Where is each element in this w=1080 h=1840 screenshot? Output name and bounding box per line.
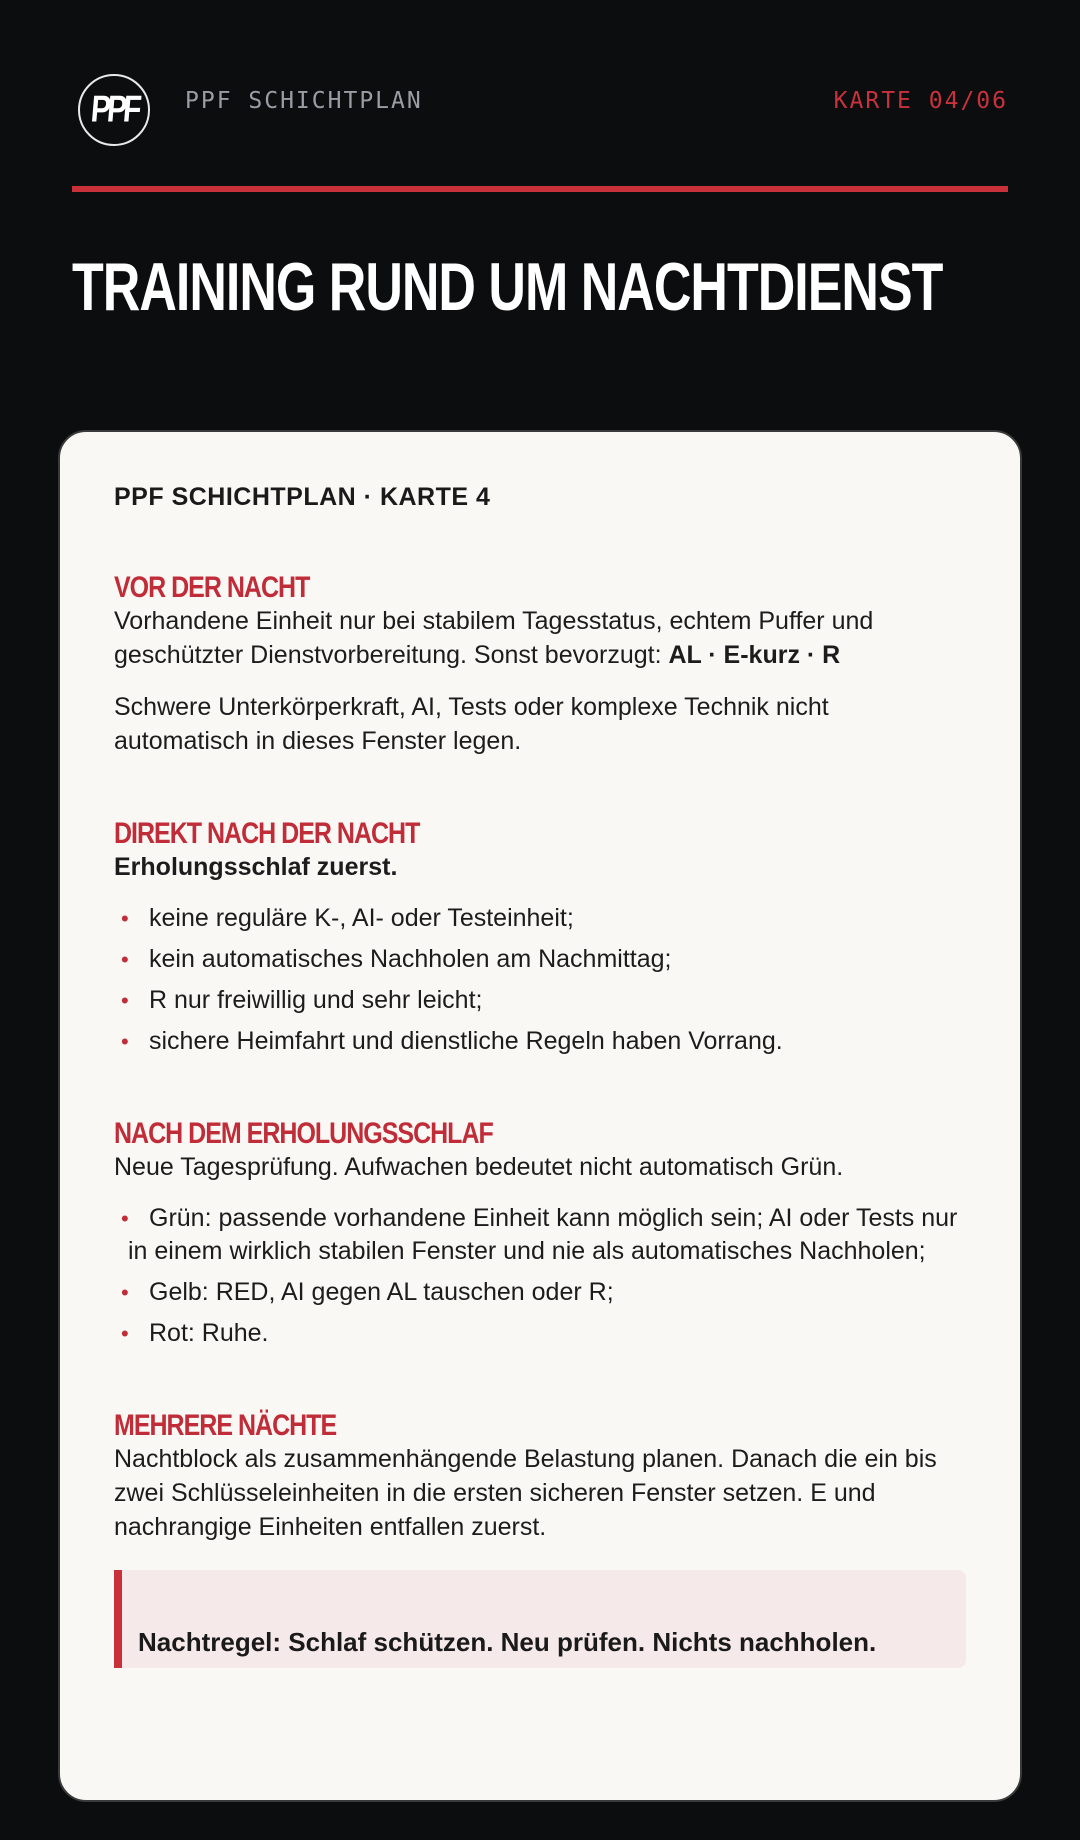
section-title: DIREKT NACH DER NACHT — [114, 816, 420, 850]
list-item: • Rot: Ruhe. — [114, 1317, 966, 1350]
section-lead: Erholungsschlaf zuerst. — [114, 853, 398, 881]
logo-text: PPF — [89, 88, 139, 130]
night-rule-callout — [114, 1570, 966, 1668]
list-item: • Gelb: RED, AI gegen AL tauschen oder R; — [114, 1276, 966, 1309]
section-paragraph: Nachtblock als zusammenhängende Belastung planen. Danach die ein bis zwei Schlüsseleinheiten in die ersten sicheren Fenster setzen. E und nachrangige Einheiten entfallen zuerst. — [114, 1445, 937, 1541]
list-item: • Grün: passende vorhandene Einheit kann möglich sein; AI oder Tests nur in einem wirklich stabilen Fenster und nie als automatisches Nachholen; — [114, 1202, 966, 1268]
section-paragraph: Schwere Unterkörperkraft, AI, Tests oder komplexe Technik nicht automatisch in dieses Fenster legen. — [114, 693, 829, 755]
brand-label: PPF SCHICHTPLAN — [185, 88, 423, 114]
bullet-list — [114, 1202, 966, 1350]
list-item: • R nur freiwillig und sehr leicht; — [114, 984, 966, 1017]
header-divider — [72, 186, 1008, 192]
card-heading: PPF SCHICHTPLAN · KARTE 4 — [114, 483, 491, 511]
bullet-list — [114, 902, 966, 1058]
section-paragraph — [114, 604, 966, 672]
section-lead: Neue Tagesprüfung. Aufwachen bedeutet nicht automatisch Grün. — [114, 1153, 844, 1181]
list-item: • kein automatisches Nachholen am Nachmittag; — [114, 943, 966, 976]
page-title: TRAINING RUND UM NACHTDIENST — [72, 250, 943, 326]
list-item: • sichere Heimfahrt und dienstliche Regeln haben Vorrang. — [114, 1025, 966, 1058]
paragraph-text: Vorhandene Einheit nur bei stabilem Tagesstatus, echtem Puffer und geschützter Dienstvorbereitung. Sonst bevorzugt: — [114, 607, 874, 669]
header — [72, 72, 1008, 148]
list-item: • keine reguläre K-, AI- oder Testeinheit; — [114, 902, 966, 935]
ppf-logo-icon — [78, 74, 150, 146]
section-title: VOR DER NACHT — [114, 570, 310, 604]
callout-text: Nachtregel: Schlaf schützen. Neu prüfen. Nichts nachholen. — [138, 1627, 877, 1657]
section-direkt-nach-der-nacht — [114, 816, 966, 1058]
section-vor-der-nacht — [114, 570, 966, 758]
section-nach-dem-erholungsschlaf — [114, 1116, 966, 1350]
content-card — [58, 430, 1022, 1802]
section-title: MEHRERE NÄCHTE — [114, 1408, 337, 1442]
section-mehrere-naechte — [114, 1408, 966, 1668]
section-title: NACH DEM ERHOLUNGSSCHLAF — [114, 1116, 493, 1150]
card-counter: KARTE 04/06 — [833, 88, 1008, 114]
preferred-units: AL · E-kurz · R — [668, 641, 841, 669]
